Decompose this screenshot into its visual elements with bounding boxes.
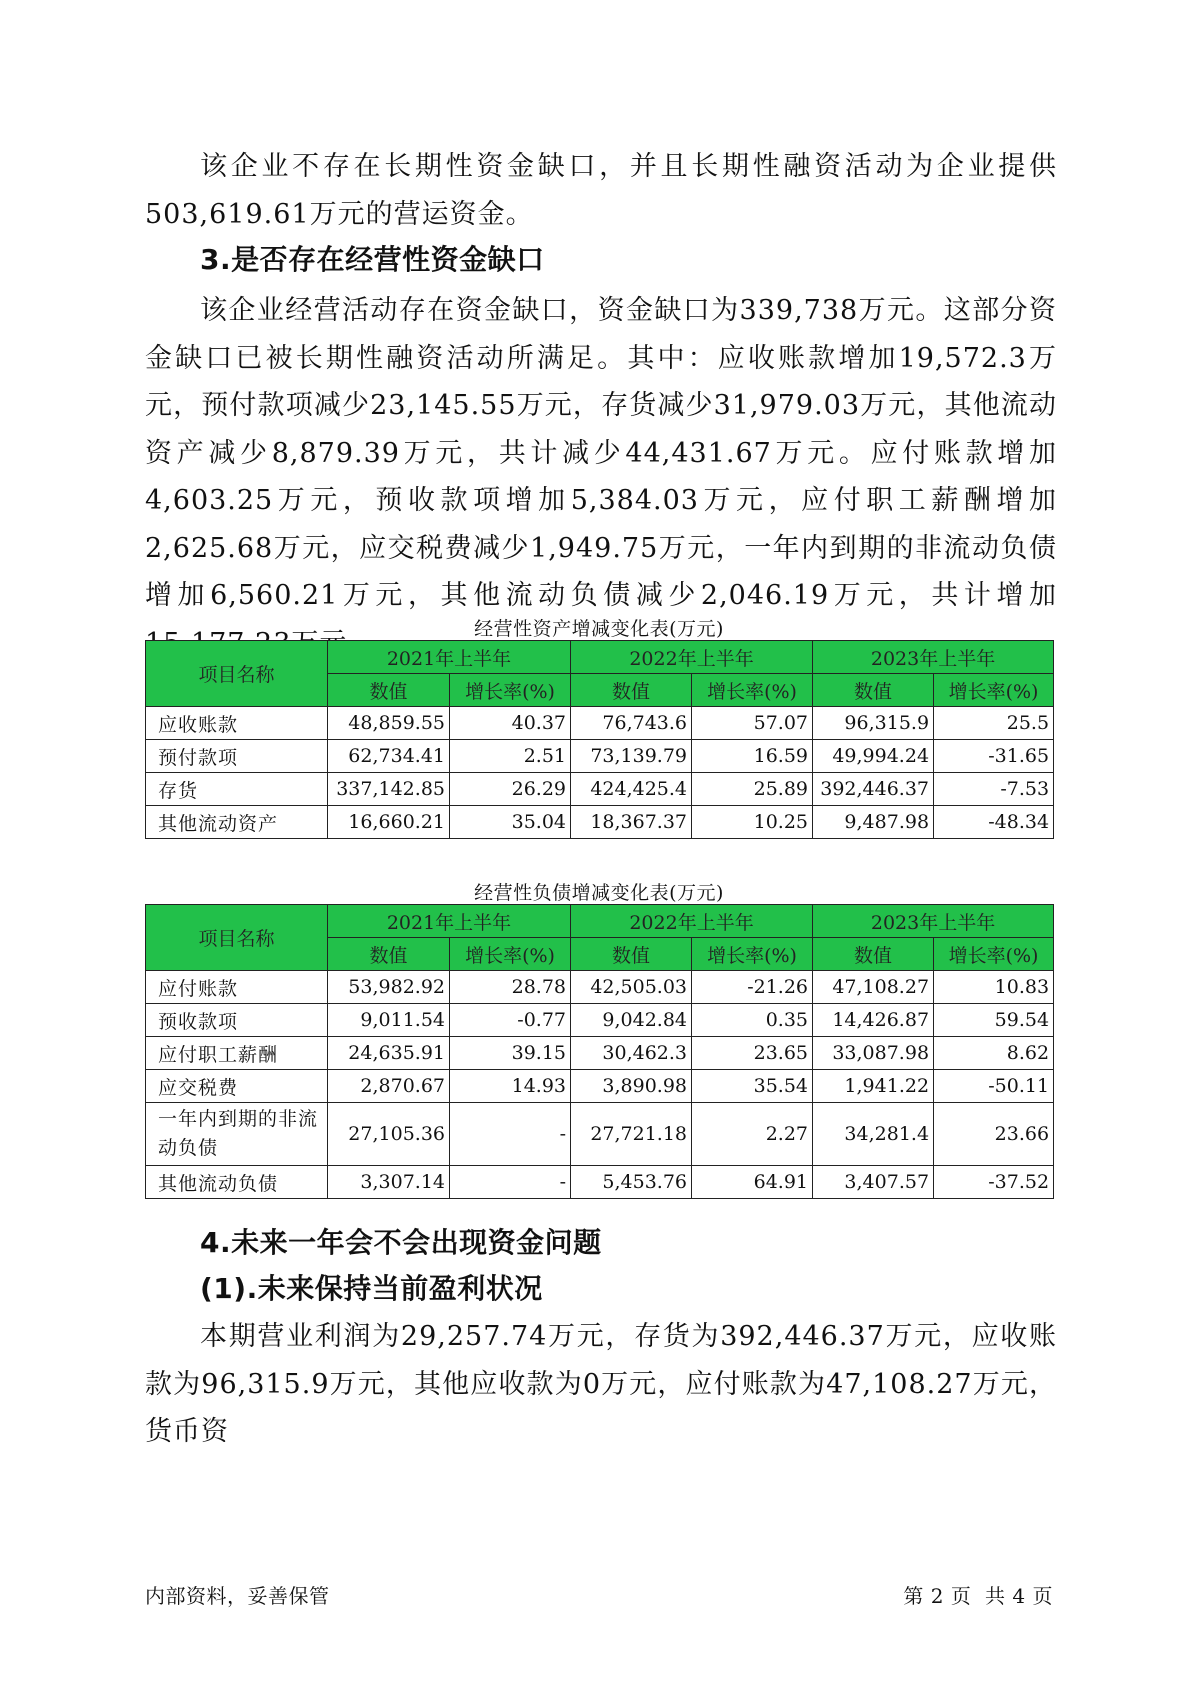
table1-period-header: 2023年上半年 [813,641,1054,674]
value-cell: 9,487.98 [813,806,934,839]
growth-rate-cell: - [450,1103,571,1166]
growth-rate-cell: 23.65 [692,1037,813,1070]
table2-value-header: 数值 [328,938,450,971]
table1-body [146,707,1054,839]
table-row [146,971,1054,1004]
growth-rate-cell: -37.52 [934,1166,1054,1199]
row-label: 预收款项 [146,1004,328,1037]
table-row [146,1166,1054,1199]
value-cell: 18,367.37 [571,806,692,839]
growth-rate-cell: 64.91 [692,1166,813,1199]
value-cell: 42,505.03 [571,971,692,1004]
row-label: 应交税费 [146,1070,328,1103]
growth-rate-cell: -48.34 [934,806,1054,839]
growth-rate-cell: 39.15 [450,1037,571,1070]
paragraph-operating-gap: 该企业经营活动存在资金缺口，资金缺口为339,738万元。这部分资金缺口已被长期性融资活动所满足。其中：应收账款增加19,572.3万元，预付款项减少23,145.55万元，存货减少31,979.03万元，其他流动资产减少8,879.39万元，共计减少44,431.67万元。应付账款增加4,603.25万元，预收款项增加5,384.03万元，应付职工薪酬增加2,625.68万元，应交税费减少1,949.75万元，一年内到期的非流动负债增加6,560.21万元，其他流动负债减少2,046.19万元，共计增加 [145,295,1057,611]
table1-value-header: 数值 [328,674,450,707]
value-cell: 96,315.9 [813,707,934,740]
operating-assets-table [145,640,1054,839]
table2-rate-header: 增长率(%) [934,938,1054,971]
growth-rate-cell: -31.65 [934,740,1054,773]
row-label: 其他流动资产 [146,806,328,839]
growth-rate-cell: 57.07 [692,707,813,740]
table2-rate-header: 增长率(%) [450,938,571,971]
value-cell: 34,281.4 [813,1103,934,1166]
value-cell: 27,721.18 [571,1103,692,1166]
footer-confidential-note: 内部资料，妥善保管 [145,1584,330,1608]
value-cell: 9,042.84 [571,1004,692,1037]
growth-rate-cell: -50.11 [934,1070,1054,1103]
table2-period-header: 2023年上半年 [813,905,1054,938]
growth-rate-cell: 35.54 [692,1070,813,1103]
value-cell: 392,446.37 [813,773,934,806]
table2-value-header: 数值 [571,938,692,971]
table1-rate-header: 增长率(%) [934,674,1054,707]
row-label: 预付款项 [146,740,328,773]
footer-page-number: 第 2 页 共 4 页 [903,1584,1053,1608]
table1-name-header: 项目名称 [146,641,328,707]
value-cell: 5,453.76 [571,1166,692,1199]
table-row [146,707,1054,740]
value-cell: 48,859.55 [328,707,450,740]
growth-rate-cell: 26.29 [450,773,571,806]
table1-rate-header: 增长率(%) [450,674,571,707]
value-cell: 424,425.4 [571,773,692,806]
growth-rate-cell: 2.27 [692,1103,813,1166]
value-cell: 3,307.14 [328,1166,450,1199]
value-cell: 1,941.22 [813,1070,934,1103]
table-row [146,1037,1054,1070]
heading-future-funding: 4.未来一年会不会出现资金问题 [200,1226,602,1259]
table2-rate-header: 增长率(%) [692,938,813,971]
table2-name-header: 项目名称 [146,905,328,971]
table-row [146,1103,1054,1166]
value-cell: 76,743.6 [571,707,692,740]
table1-value-header: 数值 [571,674,692,707]
row-label: 一年内到期的非流动负债 [146,1103,328,1166]
table1-period-header: 2021年上半年 [328,641,571,674]
growth-rate-cell: 10.25 [692,806,813,839]
growth-rate-cell: - [450,1166,571,1199]
operating-liabilities-table [145,904,1054,1199]
row-label: 应付账款 [146,971,328,1004]
table2-body [146,971,1054,1199]
value-cell: 47,108.27 [813,971,934,1004]
growth-rate-cell: 25.89 [692,773,813,806]
heading-operating-gap: 3.是否存在经营性资金缺口 [200,243,545,276]
table-row [146,1004,1054,1037]
growth-rate-cell: -7.53 [934,773,1054,806]
row-label: 应收账款 [146,707,328,740]
table-row [146,773,1054,806]
table-row [146,806,1054,839]
growth-rate-cell: -0.77 [450,1004,571,1037]
heading-current-profit: (1).未来保持当前盈利状况 [200,1272,543,1305]
value-cell: 3,890.98 [571,1070,692,1103]
paragraph-funding-surplus: 该企业不存在长期性资金缺口，并且长期性融资活动为企业提供503,619.61万元的营运资金。 [145,151,1057,230]
growth-rate-cell: 0.35 [692,1004,813,1037]
table-row [146,1070,1054,1103]
table2-caption: 经营性负债增减变化表(万元) [474,882,724,904]
growth-rate-cell: 14.93 [450,1070,571,1103]
growth-rate-cell: 28.78 [450,971,571,1004]
value-cell: 16,660.21 [328,806,450,839]
table2-period-header: 2021年上半年 [328,905,571,938]
table1-value-header: 数值 [813,674,934,707]
growth-rate-cell: 10.83 [934,971,1054,1004]
value-cell: 33,087.98 [813,1037,934,1070]
growth-rate-cell: 35.04 [450,806,571,839]
value-cell: 9,011.54 [328,1004,450,1037]
value-cell: 73,139.79 [571,740,692,773]
value-cell: 24,635.91 [328,1037,450,1070]
table1-period-header: 2022年上半年 [571,641,813,674]
value-cell: 337,142.85 [328,773,450,806]
value-cell: 2,870.67 [328,1070,450,1103]
row-label: 存货 [146,773,328,806]
value-cell: 14,426.87 [813,1004,934,1037]
table1-caption: 经营性资产增减变化表(万元) [474,618,724,640]
value-cell: 53,982.92 [328,971,450,1004]
value-cell: 62,734.41 [328,740,450,773]
value-cell: 27,105.36 [328,1103,450,1166]
growth-rate-cell: 8.62 [934,1037,1054,1070]
table2-value-header: 数值 [813,938,934,971]
paragraph-current-profit: 本期营业利润为29,257.74万元，存货为392,446.37万元，应收账款为96,315.9万元，其他应收款为0万元，应付账款为47,108.27万元，货币资 [145,1321,1057,1447]
growth-rate-cell: 40.37 [450,707,571,740]
growth-rate-cell: 16.59 [692,740,813,773]
growth-rate-cell: 2.51 [450,740,571,773]
row-label: 其他流动负债 [146,1166,328,1199]
row-label: 应付职工薪酬 [146,1037,328,1070]
growth-rate-cell: -21.26 [692,971,813,1004]
table-row [146,740,1054,773]
table2-period-header: 2022年上半年 [571,905,813,938]
growth-rate-cell: 23.66 [934,1103,1054,1166]
table1-rate-header: 增长率(%) [692,674,813,707]
value-cell: 3,407.57 [813,1166,934,1199]
value-cell: 30,462.3 [571,1037,692,1070]
growth-rate-cell: 59.54 [934,1004,1054,1037]
value-cell: 49,994.24 [813,740,934,773]
growth-rate-cell: 25.5 [934,707,1054,740]
